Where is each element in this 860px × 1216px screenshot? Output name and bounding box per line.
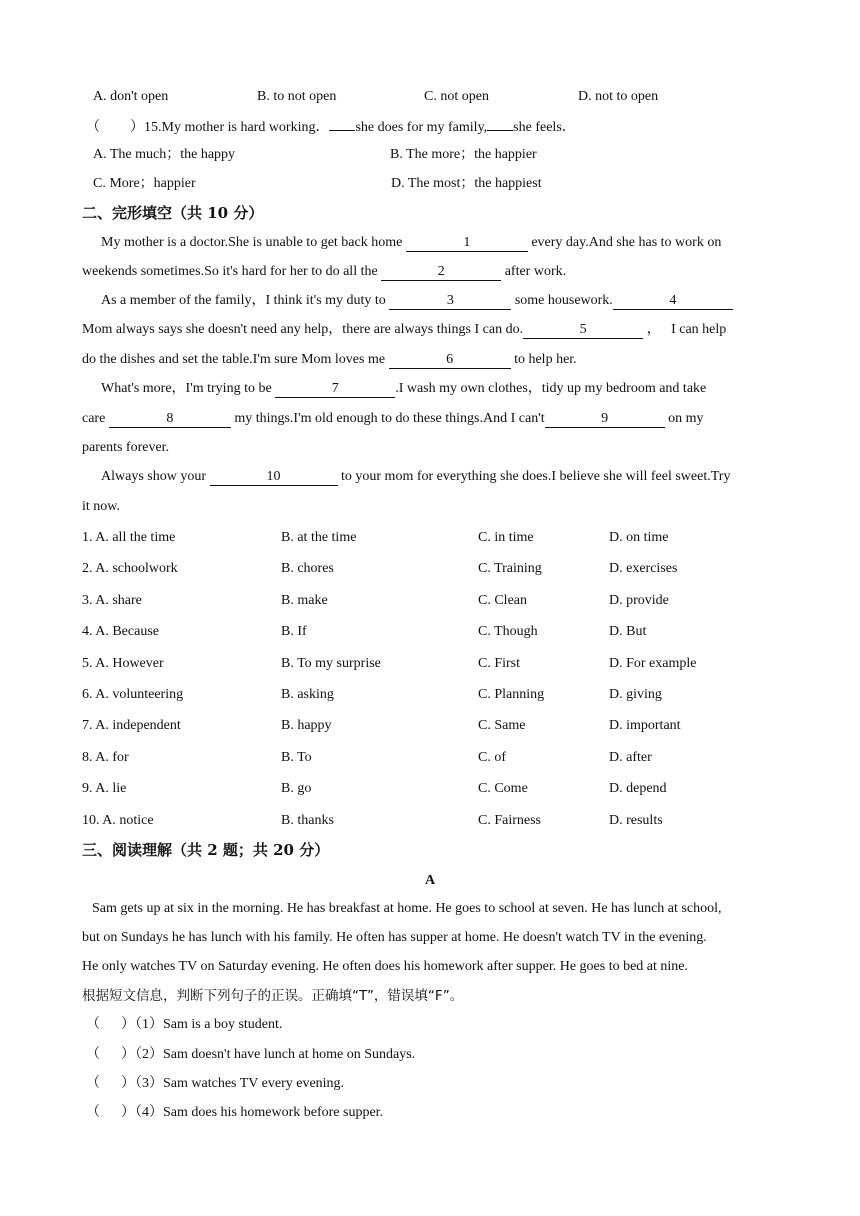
cloze-q9-option-a: 9. A. lie <box>82 781 127 796</box>
cloze-paragraph-3-line-3: parents forever. <box>82 440 170 455</box>
cloze-q5-option-c: C. First <box>478 656 521 671</box>
tf-item-4: （ ）（4）Sam does his homework before supper. <box>86 1105 384 1120</box>
cloze-q5-option-d: D. For example <box>609 656 697 671</box>
q14-option-c: C. not open <box>424 89 489 104</box>
cloze-paragraph-1-line-1 <box>101 233 721 253</box>
cloze-text: .I wash my own clothes，tidy up my bedroom and take <box>395 381 707 396</box>
cloze-q8-option-b: B. To <box>281 750 312 765</box>
passage-line-2: but on Sundays he has lunch with his family. He often has supper at home. He doesn't watch TV in the evening. <box>82 930 707 945</box>
tf-item-1: （ ）（1）Sam is a boy student. <box>86 1017 283 1032</box>
cloze-text: do the dishes and set the table.I'm sure Mom loves me <box>82 352 386 367</box>
cloze-q1-option-a: 1. A. all the time <box>82 530 176 545</box>
cloze-q5-option-a: 5. A. However <box>82 656 164 671</box>
cloze-blank-5[interactable]: 5 <box>523 322 643 339</box>
cloze-text: care <box>82 411 106 426</box>
cloze-blank-7[interactable]: 7 <box>275 381 395 398</box>
cloze-q3-option-d: D. provide <box>609 593 669 608</box>
tf-item-2: （ ）（2）Sam doesn't have lunch at home on Sundays. <box>86 1047 416 1062</box>
cloze-blank-9[interactable]: 9 <box>545 411 665 428</box>
cloze-q3-option-c: C. Clean <box>478 593 527 608</box>
cloze-text: after work. <box>504 264 567 279</box>
q15-stem <box>86 116 576 138</box>
cloze-text: to help her. <box>514 352 577 367</box>
cloze-q4-option-c: C. Though <box>478 624 538 639</box>
q15-stem-c: she feels． <box>513 120 576 135</box>
q15-blank-1 <box>329 116 355 131</box>
cloze-q7-option-d: D. important <box>609 718 681 733</box>
q15-option-a: A. The much；the happy <box>93 147 236 162</box>
passage-line-3: He only watches TV on Saturday evening. He often does his homework after supper. He goes to bed at nine. <box>82 959 688 974</box>
cloze-q9-option-d: D. depend <box>609 781 667 796</box>
cloze-q5-option-b: B. To my surprise <box>281 656 381 671</box>
section-3-heading: 三、阅读理解（共 2 题；共 20 分） <box>82 841 330 859</box>
cloze-paragraph-4-line-2: it now. <box>82 499 120 514</box>
passage-title: A <box>424 873 436 888</box>
section-2-heading: 二、完形填空（共 10 分） <box>82 204 264 222</box>
cloze-q8-option-c: C. of <box>478 750 506 765</box>
cloze-text: ， I can help <box>646 322 727 337</box>
cloze-text: My mother is a doctor.She is unable to get back home <box>101 235 403 250</box>
cloze-blank-4[interactable]: 4 <box>613 293 733 310</box>
cloze-text: every day.And she has to work on <box>531 235 722 250</box>
cloze-q10-option-c: C. Fairness <box>478 813 541 828</box>
tf-item-3: （ ）（3）Sam watches TV every evening. <box>86 1076 345 1091</box>
cloze-q9-option-c: C. Come <box>478 781 528 796</box>
tf-instruction: 根据短文信息，判断下列句子的正误。正确填“T”，错误填“F”。 <box>82 988 464 1004</box>
cloze-blank-3[interactable]: 3 <box>389 293 511 310</box>
cloze-text: weekends sometimes.So it's hard for her to do all the <box>82 264 378 279</box>
cloze-q10-option-b: B. thanks <box>281 813 334 828</box>
q15-stem-b: she does for my family, <box>355 120 488 135</box>
cloze-text: my things.I'm old enough to do these things.And I can't <box>234 411 545 426</box>
q14-option-a: A. don't open <box>93 89 169 104</box>
cloze-blank-2[interactable]: 2 <box>381 264 501 281</box>
cloze-q7-option-a: 7. A. independent <box>82 718 181 733</box>
cloze-q7-option-b: B. happy <box>281 718 332 733</box>
cloze-q1-option-d: D. on time <box>609 530 669 545</box>
cloze-paragraph-2-line-2 <box>82 320 726 340</box>
cloze-q3-option-a: 3. A. share <box>82 593 142 608</box>
cloze-q2-option-d: D. exercises <box>609 561 678 576</box>
cloze-q6-option-b: B. asking <box>281 687 334 702</box>
passage-line-1: Sam gets up at six in the morning. He has breakfast at home. He goes to school at seven. He has lunch at school, <box>92 901 722 916</box>
cloze-q4-option-a: 4. A. Because <box>82 624 159 639</box>
cloze-blank-10[interactable]: 10 <box>210 469 338 486</box>
cloze-blank-1[interactable]: 1 <box>406 235 528 252</box>
cloze-blank-8[interactable]: 8 <box>109 411 231 428</box>
answer-paren-close: ） <box>130 120 144 135</box>
q15-option-c: C. More；happier <box>93 176 196 191</box>
cloze-text: What's more，I'm trying to be <box>101 381 272 396</box>
cloze-text: Mom always says she doesn't need any help，there are always things I can do. <box>82 322 524 337</box>
cloze-text: Always show your <box>101 469 206 484</box>
cloze-text: As a member of the family，I think it's my duty to <box>101 293 386 308</box>
cloze-paragraph-4-line-1 <box>101 467 730 487</box>
cloze-paragraph-3-line-1 <box>101 379 706 399</box>
cloze-q8-option-a: 8. A. for <box>82 750 129 765</box>
q14-option-d: D. not to open <box>578 89 659 104</box>
cloze-q6-option-c: C. Planning <box>478 687 545 702</box>
cloze-paragraph-2-line-1 <box>101 291 733 311</box>
cloze-paragraph-3-line-2 <box>82 409 704 429</box>
cloze-q2-option-c: C. Training <box>478 561 542 576</box>
cloze-text: on my <box>668 411 704 426</box>
q15-blank-2 <box>487 116 513 131</box>
q15-option-b: B. The more；the happier <box>390 147 537 162</box>
cloze-q6-option-a: 6. A. volunteering <box>82 687 184 702</box>
cloze-q7-option-c: C. Same <box>478 718 526 733</box>
cloze-q1-option-b: B. at the time <box>281 530 357 545</box>
cloze-q2-option-b: B. chores <box>281 561 334 576</box>
q15-option-d: D. The most；the happiest <box>391 176 542 191</box>
cloze-paragraph-2-line-3 <box>82 350 577 370</box>
cloze-q9-option-b: B. go <box>281 781 312 796</box>
cloze-q6-option-d: D. giving <box>609 687 662 702</box>
cloze-q2-option-a: 2. A. schoolwork <box>82 561 178 576</box>
q15-stem-a: 15.My mother is hard working． <box>144 120 330 135</box>
cloze-paragraph-1-line-2 <box>82 262 566 282</box>
cloze-blank-6[interactable]: 6 <box>389 352 511 369</box>
answer-paren-open: （ <box>86 120 100 135</box>
cloze-text: some housework. <box>514 293 613 308</box>
cloze-q1-option-c: C. in time <box>478 530 534 545</box>
cloze-q10-option-a: 10. A. notice <box>82 813 154 828</box>
cloze-q4-option-b: B. If <box>281 624 307 639</box>
cloze-q3-option-b: B. make <box>281 593 328 608</box>
cloze-q4-option-d: D. But <box>609 624 647 639</box>
q14-option-b: B. to not open <box>257 89 337 104</box>
cloze-text: to your mom for everything she does.I believe she will feel sweet.Try <box>341 469 731 484</box>
cloze-q8-option-d: D. after <box>609 750 652 765</box>
cloze-q10-option-d: D. results <box>609 813 663 828</box>
